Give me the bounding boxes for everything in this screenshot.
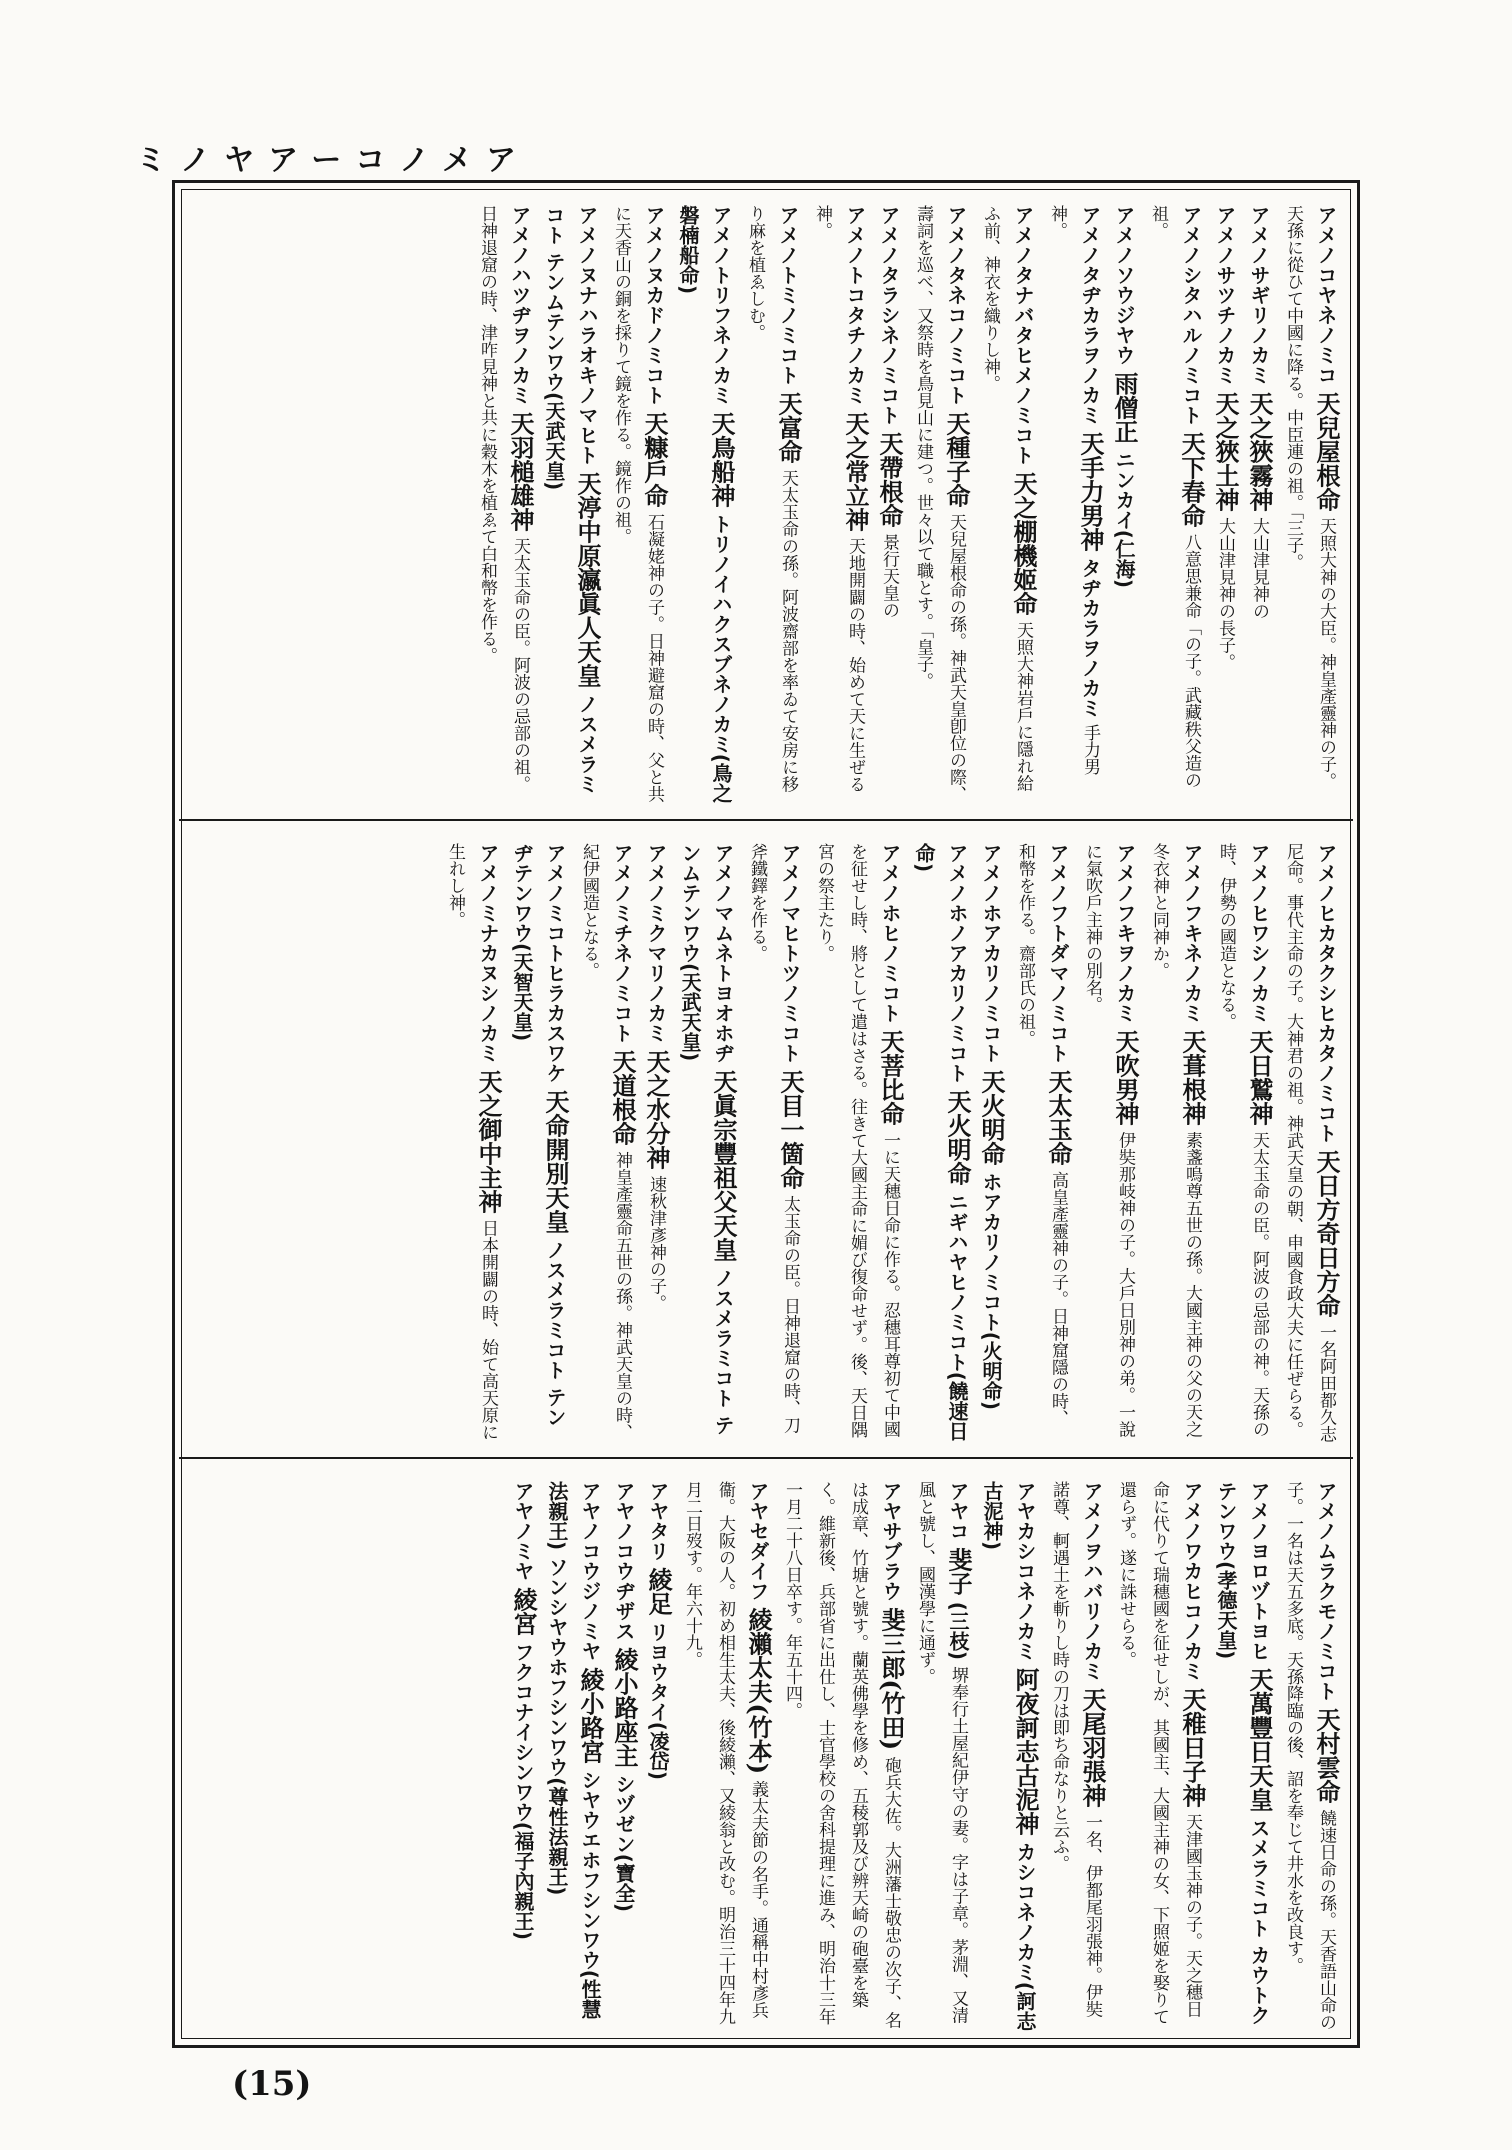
- entry-description: 神皇產靈命五世の孫。神武天皇の時、紀伊國造となる。: [579, 843, 632, 1441]
- dictionary-entry: [738, 205, 805, 805]
- dictionary-entry: [1209, 843, 1276, 1443]
- dictionary-entry: [807, 843, 907, 1443]
- dictionary-entry: [906, 205, 973, 805]
- entry-kanji: 天之水分神: [642, 1049, 671, 1170]
- dictionary-entry: [1008, 843, 1075, 1443]
- entry-kanji: 天之御中主神: [474, 1069, 503, 1214]
- section-2-text: [213, 843, 1343, 1443]
- entry-kanji: 天葺根神: [1178, 1029, 1207, 1126]
- entry-headword: アヤセダイフ: [746, 1481, 770, 1601]
- entry-description: 一名阿田都久志尼命。事代主命の子。大神君の祖。神武天皇の朝、申國食政大夫に任ぜらる。: [1283, 843, 1336, 1443]
- dictionary-entry: [1276, 843, 1343, 1443]
- entry-kanji: 天鳥船神: [707, 411, 736, 508]
- entry-headword: アヤノコウヂザス: [612, 1481, 636, 1641]
- dictionary-entry: [775, 1481, 908, 2031]
- entry-headword: アメノフトダマノミコト: [1046, 843, 1070, 1063]
- page-number: (15): [232, 2064, 312, 2104]
- entry-headword: アメノヒワシノカミ: [1247, 843, 1271, 1023]
- section-divider: [179, 819, 1353, 821]
- section-2: [175, 829, 1357, 1449]
- entry-headword: アメノソウジヤウ: [1112, 205, 1136, 365]
- entry-kanji: 天種子命: [942, 411, 971, 508]
- entry-kanji: 斐三郎(竹田): [877, 1607, 906, 1751]
- entry-reading: ノスメラミコト テンムテンワウ(天武天皇): [542, 205, 599, 794]
- entry-description: 砲兵大佐。大洲藩士敬忠の次子、名は成章、竹塘と號す。蘭英佛學を修め、五稜郭及び辨天崎の砲臺を築く。維新後、兵部省に出仕し、士官學校の舍科提理に進み、明治十三年一月二十八日卒す。年五十四。: [782, 1481, 901, 2029]
- entry-kanji: 天稚日子神: [1178, 1687, 1207, 1808]
- section-1-text: [213, 205, 1343, 805]
- entry-headword: アメノマヒトツノミコト: [778, 843, 802, 1063]
- entry-description: 手力男神。: [1047, 205, 1100, 776]
- entry-kanji: 天之狹霧神: [1245, 391, 1274, 512]
- entry-kanji: 綾瀨太夫(竹本): [744, 1607, 773, 1775]
- entry-headword: アヤノミヤ: [511, 1481, 535, 1581]
- entry-headword: アメノヲハバリノカミ: [1080, 1481, 1104, 1681]
- entry-headword: アメノマムネトヨオホヂ: [711, 843, 735, 1063]
- entry-description: 天太玉命の臣。阿波の忌部の神。天孫の時、伊勢の國造となる。: [1216, 843, 1269, 1438]
- entry-description: 速秋津彥神の子。: [646, 1175, 666, 1312]
- dictionary-entry: [639, 843, 673, 1443]
- entry-description: 高皇產靈神の子。日神窟隱の時、和幣を作る。齋部氏の祖。: [1015, 843, 1068, 1427]
- dictionary-entry: [506, 1481, 540, 2031]
- dictionary-entry: [1209, 1481, 1276, 2031]
- dictionary-entry: [805, 205, 872, 805]
- entry-reading: ノスメラミコト テンヂテンワウ(天智天皇): [510, 843, 567, 1427]
- section-3-text: [213, 1481, 1343, 2031]
- entry-description: 素盞嗚尊五世の孫。大國主神の父の天之冬衣神と同神か。: [1149, 843, 1202, 1438]
- entry-description: 天太玉命の孫。阿波齋部を率ゐて安房に移り麻を植ゑしむ。: [745, 205, 798, 793]
- entry-kanji: 天尾羽張神: [1078, 1687, 1107, 1808]
- dictionary-entry: [607, 1481, 641, 2031]
- dictionary-entry: [974, 843, 1008, 1443]
- entry-kanji: 綾小路座主: [610, 1647, 639, 1768]
- dictionary-entry: [470, 205, 537, 805]
- entry-kanji: 天兒屋根命: [1312, 391, 1341, 512]
- entry-headword: アメノミクマリノカミ: [644, 843, 668, 1043]
- entry-description: 太玉命の臣。日神退窟の時、刀斧鐵鐸を作る。: [747, 843, 800, 1434]
- entry-headword: アヤカシコネノカミ: [1013, 1481, 1037, 1661]
- entry-headword: アメノタナバタヒメノミコト: [1011, 205, 1035, 465]
- entry-description: 景行天皇の: [879, 533, 899, 619]
- dictionary-entry: [1109, 1481, 1209, 2031]
- content-frame: [172, 180, 1360, 2048]
- entry-description: 天兒屋根命の孫。神武天皇卽位の際、壽詞を巡べ、又祭時を鳥見山に建つ。世々以て職とす。「皇子。: [913, 205, 966, 803]
- dictionary-entry: [1107, 205, 1141, 805]
- dictionary-entry: [1075, 843, 1142, 1443]
- entry-reading: ニンカイ(仁海): [1112, 449, 1136, 588]
- entry-headword: アメノサツチノカミ: [1213, 205, 1237, 385]
- dictionary-entry: [604, 205, 671, 805]
- dictionary-entry: [908, 1481, 975, 2031]
- entry-reading: ホアカリノミコト(火明命): [979, 1171, 1003, 1410]
- dictionary-entry: [907, 843, 974, 1443]
- entry-description: 義太夫節の名手。通稱中村彥兵衞。大阪の人。初め相生太夫、後綾瀨、又綾翁と改む。明治三十四年九月二日歿す。年六十九。: [682, 1481, 768, 2025]
- entry-reading: カシコネノカミ(訶志古泥神): [980, 1481, 1037, 2031]
- entry-kanji: 雨僧正: [1110, 371, 1139, 444]
- entry-description: 堺奉行土屋紀伊守の妻。字は子章。茅淵、又清風と號し、國漢學に通ず。: [915, 1481, 968, 2024]
- entry-kanji: 天命開別天皇: [541, 1089, 570, 1234]
- entry-kanji: 天帶根命: [875, 431, 904, 528]
- entry-description: 石凝姥神の子。日神避窟の時、父と共に天香山の銅を採りて鏡を作る。鏡作の祖。: [611, 205, 664, 803]
- dictionary-entry: [975, 1481, 1042, 2031]
- entry-headword: アメノコヤネノミコ: [1314, 205, 1338, 385]
- entry-description: 大山津見神の: [1249, 517, 1269, 620]
- entry-reading: シヤウエホフシンワウ(性慧法親王) ソンシヤウホフシンワウ(尊性法親王): [545, 1481, 602, 2019]
- entry-kanji: 天羽槌雄神: [506, 411, 535, 532]
- entry-kanji: 天道根命: [608, 1049, 637, 1146]
- entry-description: 八意思兼命「の子。武藏秩父造の祖。: [1148, 205, 1201, 789]
- entry-description: 天太玉命の臣。阿波の忌部の祖。日神退窟の時、津咋見神と共に穀木を植ゑて白和幣を作る。: [477, 205, 530, 793]
- section-3: [175, 1467, 1357, 2037]
- entry-headword: アメノタネコノミコト: [944, 205, 968, 405]
- entry-headword: アメノトミノミコト: [776, 205, 800, 385]
- entry-kanji: 天萬豐日天皇: [1245, 1667, 1274, 1812]
- entry-kanji: 天火明命: [977, 1069, 1006, 1166]
- entry-headword: アヤコ: [946, 1481, 970, 1541]
- entry-headword: アメノヒカタクシヒカタノミコト: [1314, 843, 1338, 1143]
- entry-reading: フクコナイシンワウ(福子內親王): [511, 1641, 535, 1940]
- dictionary-entry: [438, 843, 505, 1443]
- entry-kanji: 綾小路宮: [576, 1667, 605, 1764]
- entry-kanji: 綾足: [644, 1567, 673, 1616]
- entry-kanji: 天富命: [774, 391, 803, 464]
- entry-headword: アメノハツヂヲノカミ: [508, 205, 532, 405]
- entry-headword: アヤタリ: [646, 1481, 670, 1561]
- entry-kanji: 天吹男神: [1111, 1029, 1140, 1126]
- entry-headword: アメノサギリノカミ: [1247, 205, 1271, 385]
- dictionary-entry: [1242, 205, 1276, 805]
- entry-headword: アメノミコトヒラカスワケ: [543, 843, 567, 1083]
- entry-kanji: 天糠戶命: [640, 411, 669, 508]
- dictionary-entry: [671, 205, 738, 805]
- entry-headword: アメノヌナハラオキノマヒト: [575, 205, 599, 465]
- entry-headword: アメノホヒノミコト: [878, 843, 902, 1023]
- entry-reading: スメラミコト カウトクテンワウ(孝德天皇): [1214, 1481, 1271, 2025]
- entry-description: 饒速日命の孫。天香語山命の子。一名は天五多底。天孫降臨の後、詔を奉じて井水を改良す。: [1283, 1481, 1336, 2031]
- dictionary-entry: [1040, 205, 1107, 805]
- entry-description: 天地開闢の時、始めて天に生ぜる神。: [812, 205, 865, 793]
- entry-description: 一名、伊都尾羽張神。伊奘諾尊、軻遇土を斬りし時の刀は即ち命なりと云ふ。: [1049, 1481, 1102, 2018]
- entry-description: 天照大神の大臣。神皇產靈神の子。天孫に從ひて中國に降る。中臣連の祖。「三子。: [1283, 205, 1336, 790]
- entry-reading: トリノイハクスブネノカミ(鳥之磐楠船命): [676, 205, 733, 803]
- entry-kanji: 天之常立神: [841, 411, 870, 532]
- entry-kanji: 天手力男神: [1076, 431, 1105, 552]
- entry-reading: ノスメラミコト テンムテンワウ(天武天皇): [678, 843, 735, 1435]
- entry-kanji: 天菩比命: [876, 1029, 905, 1126]
- entry-headword: アメノムラクモノミコト: [1314, 1481, 1338, 1701]
- entry-kanji: 天太玉命: [1044, 1069, 1073, 1166]
- entry-headword: アメノフキネノカミ: [1180, 843, 1204, 1023]
- dictionary-entry: [1141, 205, 1208, 805]
- entry-reading: リヨウタイ(凌岱): [646, 1621, 670, 1780]
- dictionary-entry: [1142, 843, 1209, 1443]
- entry-headword: アメノミチネノミコト: [610, 843, 634, 1043]
- entry-headword: アメノミナカヌシノカミ: [476, 843, 500, 1063]
- dictionary-entry: [740, 843, 807, 1443]
- section-1: [175, 191, 1357, 811]
- entry-kanji: 天日鷲神: [1245, 1029, 1274, 1126]
- entry-headword: アメノトコタチノカミ: [843, 205, 867, 405]
- entry-kanji: 天村雲命: [1312, 1707, 1341, 1804]
- entry-headword: アメノヌカドノミコト: [642, 205, 666, 405]
- entry-kanji: 天下春命: [1177, 431, 1206, 528]
- entry-kanji: 阿夜訶志古泥神: [1011, 1667, 1040, 1836]
- entry-headword: アヤノコウジノミヤ: [578, 1481, 602, 1661]
- dictionary-entry: [505, 843, 572, 1443]
- entry-kanji: 斐子: [944, 1547, 973, 1596]
- entry-reading: タヂカラヲノカミ: [1078, 557, 1102, 718]
- entry-kanji: 綾宮: [509, 1587, 538, 1636]
- entry-description: 一に天穗日命に作る。忍穗耳尊初て中國を征せし時、將として遣はさる。往きて大國主命に媚び復命せず。後、天日隅宮の祭主たり。: [814, 843, 900, 1438]
- entry-headword: アメノタヂカラヲノカミ: [1078, 205, 1102, 425]
- entry-reading: シヅゼン(寶全): [612, 1773, 636, 1912]
- entry-kanji: 天日方奇日方命: [1312, 1149, 1341, 1318]
- dictionary-entry: [872, 205, 906, 805]
- dictionary-entry: [537, 205, 604, 805]
- dictionary-entry: [1042, 1481, 1109, 2031]
- entry-kanji: 天目一箇命: [776, 1069, 805, 1190]
- dictionary-entry: [641, 1481, 675, 2031]
- section-divider: [179, 1457, 1353, 1459]
- entry-kanji: 天火明命: [943, 1089, 972, 1186]
- dictionary-entry: [1208, 205, 1242, 805]
- dictionary-entry: [1276, 205, 1343, 805]
- entry-kanji: 天之棚機姬命: [1009, 471, 1038, 616]
- dictionary-entry: [673, 843, 740, 1443]
- entry-headword: アメノフキヲノカミ: [1113, 843, 1137, 1023]
- entry-description: 日本開闢の時、始て高天原に生れし神。: [445, 843, 498, 1441]
- entry-headword: アメノホノアカリノミコト: [945, 843, 969, 1083]
- entry-headword: アメノホアカリノミコト: [979, 843, 1003, 1063]
- entry-headword: アメノヨロヅトヨヒ: [1247, 1481, 1271, 1661]
- entry-description: 天照大神岩戶に隱れ給ふ前、神衣を織りし神。: [980, 205, 1033, 792]
- entry-kanji: 天眞宗豐祖父天皇: [709, 1069, 738, 1262]
- entry-headword: アメノワカヒコノカミ: [1180, 1481, 1204, 1681]
- running-head: アメノコーアヤノミ: [136, 143, 530, 178]
- dictionary-entry: [1276, 1481, 1343, 2031]
- entry-kanji: 天渟中原瀛眞人天皇: [573, 471, 602, 688]
- entry-description: 伊奘那岐神の子。大戶日別神の弟。一說に氣吹戶主神の別名。: [1082, 843, 1135, 1438]
- entry-reading: (三枝): [946, 1601, 970, 1660]
- entry-reading: ニギハヤヒノミコト(饒速日命): [912, 843, 969, 1441]
- entry-headword: アメノトリフネノカミ: [709, 205, 733, 405]
- dictionary-entry: [675, 1481, 775, 2031]
- entry-description: 天津國玉神の子。天之穗日命に代りて瑞穗國を征せしが、其國主、大國主神の女、下照姬を娶りて還らず。遂に誅せらる。: [1116, 1481, 1202, 2025]
- entry-headword: アヤサブラウ: [879, 1481, 903, 1601]
- entry-description: 大山津見神の長子。: [1215, 517, 1235, 671]
- dictionary-entry: [973, 205, 1040, 805]
- entry-kanji: 天之狹土神: [1211, 391, 1240, 512]
- dictionary-entry: [540, 1481, 607, 2031]
- entry-headword: アメノタラシネノミコト: [877, 205, 901, 425]
- dictionary-entry: [572, 843, 639, 1443]
- entry-headword: アメノシタハルノミコト: [1179, 205, 1203, 425]
